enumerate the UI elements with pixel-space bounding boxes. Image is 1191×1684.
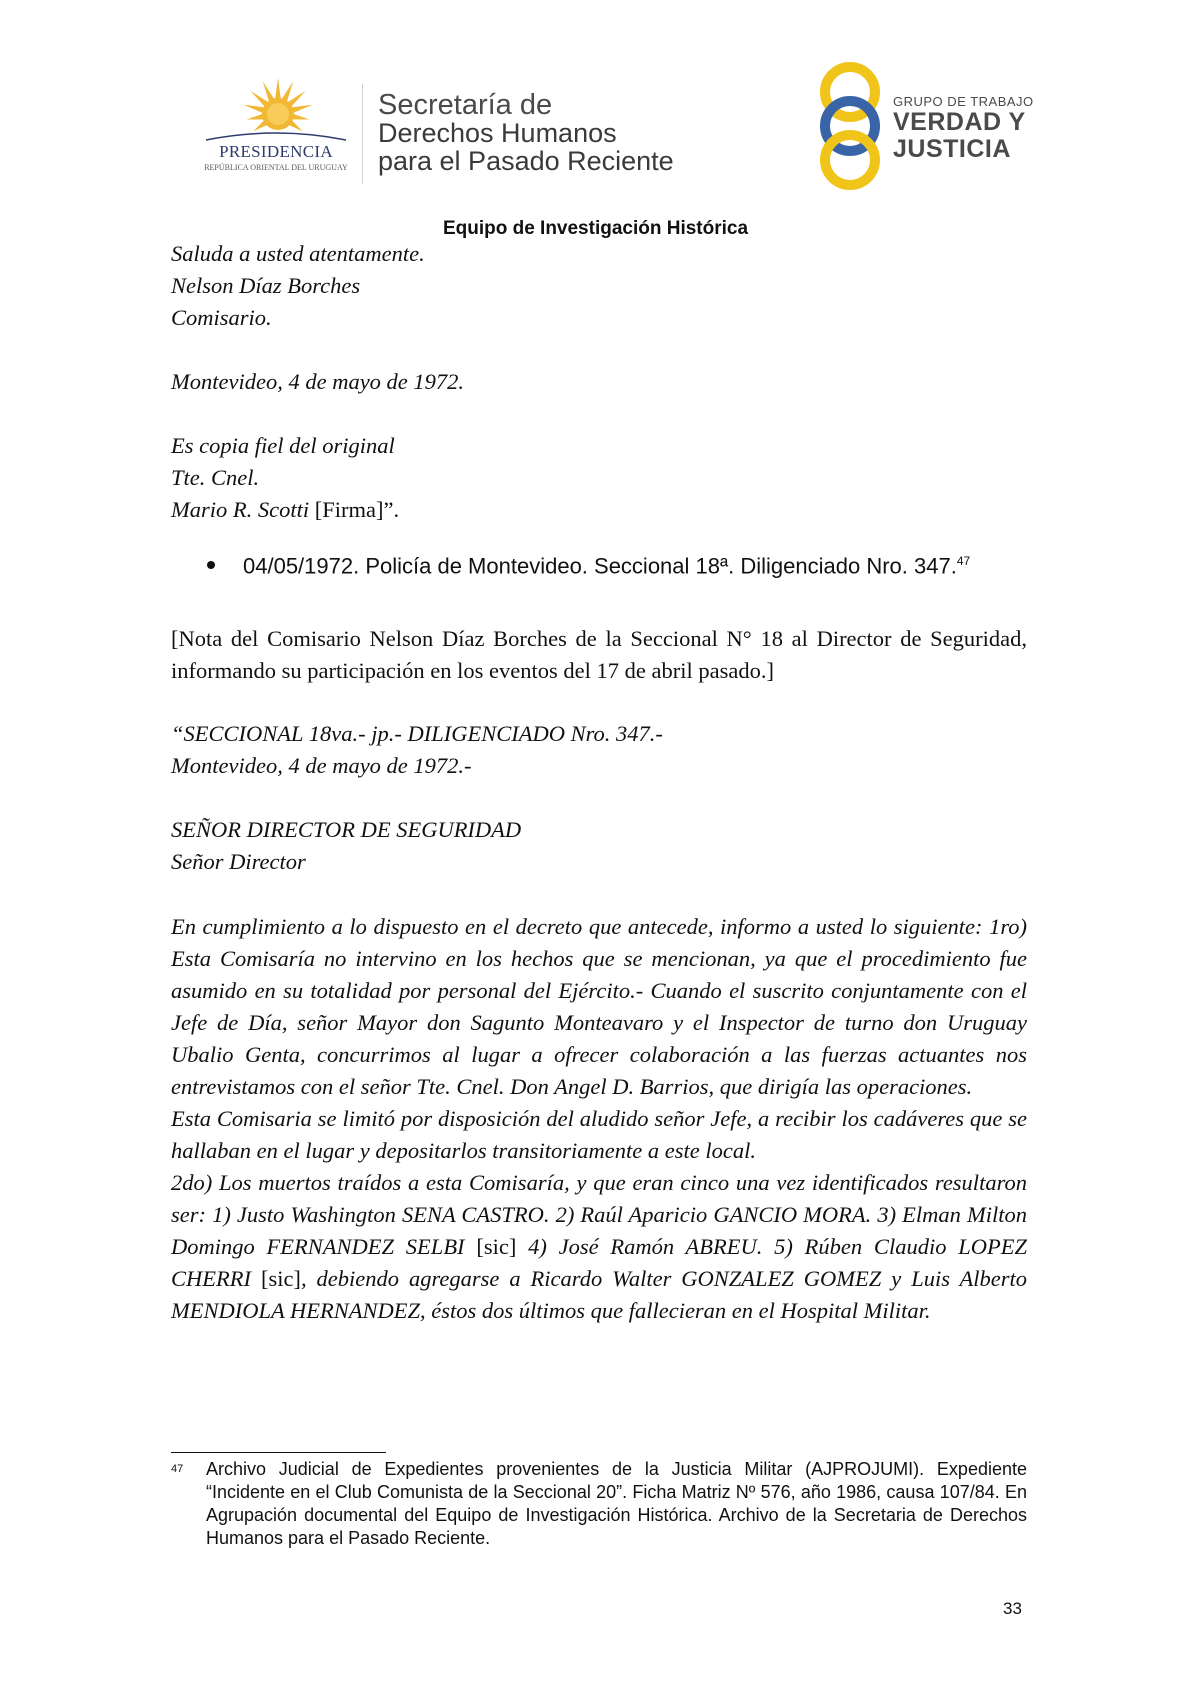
page-number: 33 <box>1003 1599 1022 1618</box>
footnote-text: Archivo Judicial de Expedientes provenientes de la Justicia Militar (AJPROJUMI). Expediente “Incidente en el Club Comunista de la Seccional 20”. Ficha Matriz Nº 576, año 1986, causa 107/84. En Agrupación documental del Equipo de Investigación Histórica. Archivo de la Secretaria de Derechos Humanos para el Pasado Reciente. <box>206 1459 1027 1548</box>
addressee-line-2: Señor Director <box>171 849 306 874</box>
bullet-label: 04/05/1972. Policía de Montevideo. Seccional 18ª. Diligenciado Nro. 347. <box>243 553 957 579</box>
closing-signatory: Nelson Díaz Borches <box>171 273 361 298</box>
grupo-trabajo-logo-text <box>893 94 1034 163</box>
bullet-dot <box>207 561 215 569</box>
presidencia-label: PRESIDENCIA <box>219 142 333 161</box>
secretaria-line-3: para el Pasado Reciente <box>378 146 674 176</box>
report-paragraph-3a: 2do) Los muertos traídos a esta Comisaría, y que eran cinco una vez identificados resultaron ser: 1) Justo Washington SENA CASTRO. 2) Raúl Aparicio GANCIO MORA. 3) Elman Milton Domingo FERNANDEZ SELBI <box>171 1170 1027 1259</box>
sic-marker-2: [sic] <box>250 1266 301 1291</box>
justicia-label: JUSTICIA <box>893 135 1011 163</box>
footnote-reference[interactable]: 47 <box>956 554 971 568</box>
editorial-note: [Nota del Comisario Nelson Díaz Borches de la Seccional N° 18 al Director de Seguridad, informando su participación en los eventos del 17 de abril pasado.] <box>171 626 1027 683</box>
date-line: Montevideo, 4 de mayo de 1972. <box>171 369 465 394</box>
copy-signer: Mario R. Scotti <box>171 497 310 522</box>
header-divider <box>362 84 363 184</box>
report-body <box>171 911 1027 1327</box>
footnote-number: 47 <box>171 1463 184 1475</box>
report-paragraph-1: En cumplimiento a lo dispuesto en el decreto que antecede, informo a usted lo siguiente: 1ro) Esta Comisaría no intervino en los hechos que se mencionan, ya que el procedimiento fue asumido en su totalidad por personal del Ejército.- Cuando el suscrito conjuntamente con el Jefe de Día, señor Mayor don Sagunto Monteavaro y el Inspector de turno don Uruguay Ubalio Genta, concurrimos al lugar a ofrecer colaboración a las fuerzas actuantes nos entrevistamos con el señor Tte. Cnel. Don Angel D. Barrios, que dirigía las operaciones. <box>171 914 1027 1099</box>
grupo-trabajo-label: GRUPO DE TRABAJO <box>893 94 1034 109</box>
presidencia-subtitle: REPÚBLICA ORIENTAL DEL URUGUAY <box>204 163 348 172</box>
secretaria-line-2: Derechos Humanos <box>378 118 617 148</box>
footnote <box>171 1458 1027 1550</box>
diligenciado-heading: “SECCIONAL 18va.- jp.- DILIGENCIADO Nro. 347.- <box>171 721 663 746</box>
section-title: Equipo de Investigación Histórica <box>442 218 749 239</box>
report-paragraph-3b: 4) José Ramón ABREU. 5) Rúben Claudio LOPEZ CHERRI <box>171 1234 1027 1291</box>
closing-rank: Comisario. <box>171 305 272 330</box>
secretaria-logo-text <box>378 91 674 175</box>
footnote-separator <box>171 1452 386 1453</box>
bullet-item <box>207 545 1027 582</box>
secretaria-line-1: Secretaría de <box>378 89 553 121</box>
report-paragraph-3 <box>171 1167 1027 1327</box>
copy-line-1: Es copia fiel del original <box>171 433 395 458</box>
addressee-line-1: SEÑOR DIRECTOR DE SEGURIDAD <box>171 817 522 842</box>
copy-line-3 <box>171 495 399 525</box>
copy-line-2: Tte. Cnel. <box>171 465 260 490</box>
report-paragraph-3c: , debiendo agregarse a Ricardo Walter GONZALEZ GOMEZ y Luis Alberto MENDIOLA HERNANDEZ, éstos dos últimos que fallecieran en el Hospital Militar. <box>171 1266 1028 1323</box>
copy-signature-note: [Firma]”. <box>309 497 400 522</box>
verdad-label: VERDAD Y <box>893 108 1026 136</box>
report-paragraph-2: Esta Comisaria se limitó por disposición del aludido señor Jefe, a recibir los cadáveres que se hallaban en el lugar y depositarlos transitoriamente a este local. <box>171 1106 1027 1163</box>
verdad-justicia-rings-logo <box>812 62 888 190</box>
bullet-text <box>243 545 1027 582</box>
diligenciado-date: Montevideo, 4 de mayo de 1972.- <box>171 753 472 778</box>
closing-line-1: Saluda a usted atentamente. <box>171 241 425 266</box>
sic-marker-1: [sic] <box>464 1234 529 1259</box>
